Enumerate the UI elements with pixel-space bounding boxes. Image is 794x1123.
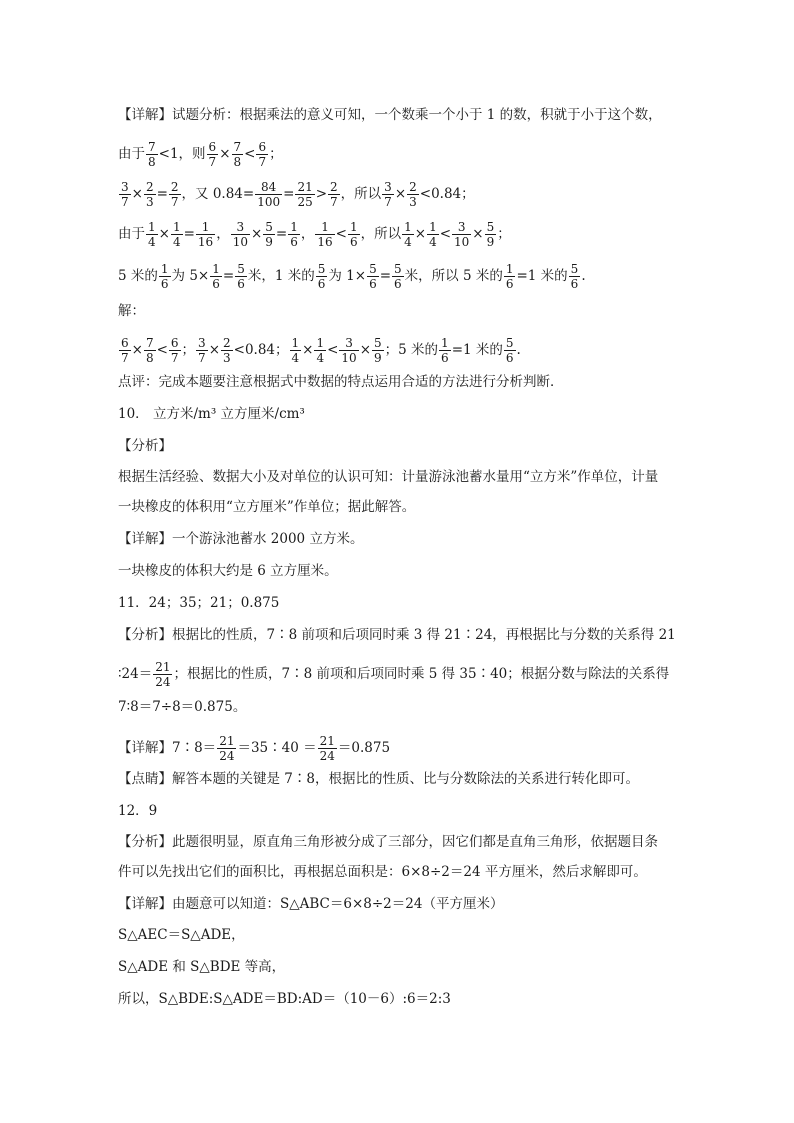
fraction: $\frac{1}{4}$ [404,220,412,249]
analysis-line-6: 【分析】此题很明显，原直角三角形被分成了三部分，因它们都是直角三角形，依据题目条 [118,834,658,850]
text-fragment: 为 1× [328,268,367,284]
comment-line: 点评：完成本题要注意根据式中数据的特点运用合适的方法进行分析判断． [118,374,564,390]
fraction: $\frac{5}{9}$ [374,336,382,365]
analysis-line-1: 根据生活经验、数据大小及对单位的认识可知：计量游泳池蓄水量用“立方米”作单位，计量 [118,469,659,485]
fraction: $\frac{2}{7}$ [330,180,338,209]
text-fragment: < [244,146,256,162]
text-fragment: 由于 [118,226,145,242]
analysis-line-3: 【分析】根据比的性质，7∶8 前项和后项同时乘 3 得 21∶24，再根据比与分数的关系得 21 [118,627,676,643]
text-fragment: <0.84； [233,342,289,358]
text-fragment: × [250,226,263,242]
detail-line-2: 【详解】一个游泳池蓄水 2000 立方米。 [118,531,364,547]
text-fragment: < [327,342,339,358]
text-fragment: 为 5× [171,268,210,284]
fraction: $\frac{1}{4}$ [291,336,300,365]
text-fragment: = [183,226,195,242]
fraction: $\frac{5}{6}$ [505,336,514,365]
question-12-answer: 12．9 [118,803,158,819]
text-fragment: ， [300,226,315,242]
fraction: $\frac{3}{10}$ [232,220,248,249]
text-fragment: 米，所以 5 米的 [404,268,503,284]
fraction: $\frac{2}{3}$ [409,180,417,209]
text-fragment: ；5 米的 [384,342,439,358]
text-fragment: 米，1 米的 [247,268,315,284]
text-fragment: = [283,186,295,202]
fraction: $\frac{7}{8}$ [148,140,156,169]
text-fragment: × [359,342,372,358]
fraction: $\frac{5}{6}$ [394,262,402,291]
text-fragment: = [379,268,392,284]
fraction: $\frac{3}{10}$ [341,336,357,365]
text-fragment: ，所以 [340,186,382,202]
fraction: $\frac{1}{6}$ [441,336,449,365]
text-fragment: . [581,268,586,284]
question-10-answer: 10． 立方米/m³ 立方厘米/cm³ [118,406,305,422]
detail-line-5: 【详解】由题意可以知道：S△ABC＝6×8÷2＝24（平方厘米） [118,896,504,912]
text-fragment: ＝35∶40 ＝ [237,740,317,756]
text-fragment: ； [269,146,283,162]
text-fragment: × [208,342,220,358]
fraction: $\frac{5}{6}$ [317,262,326,291]
detail-line-8: 所以，S△BDE:S△ADE＝BD:AD＝（10－6）:6＝2:3 [118,991,451,1007]
text-fragment: <0.84； [419,186,475,202]
text-fragment: <1，则 [158,146,206,162]
text-fragment: 由于 [118,146,145,162]
analysis-line-7: 件可以先找出它们的面积比，再根据总面积是：6×8÷2＝24 平方厘米，然后求解即可。 [118,864,647,880]
text-fragment: ；根据比的性质，7∶8 前项和后项同时乘 5 得 35∶40；根据分数与除法的关系得 [173,666,670,682]
text-fragment: ＝0.875 [337,740,391,756]
fraction: $\frac{6}{7}$ [208,140,217,169]
fraction: $\frac{1}{4}$ [429,220,437,249]
fraction: $\frac{84}{100}$ [257,180,281,209]
text-fragment: = [275,226,288,242]
fraction: $\frac{5}{9}$ [486,220,495,249]
solution-label: 解： [118,303,145,319]
text-fragment: < [439,226,452,242]
text-fragment: ，所以 [360,226,402,242]
text-fragment: × [472,226,484,242]
text-fragment: = [156,186,168,202]
text-fragment: < [335,226,347,242]
fraction: $\frac{6}{7}$ [258,140,267,169]
detail-line-4 [118,734,390,763]
text-fragment: =1 米的 [451,342,503,358]
text-fragment: × [131,342,143,358]
fraction: $\frac{21}{25}$ [297,180,313,209]
text-fragment: = [222,268,235,284]
fraction: $\frac{1}{6}$ [212,262,220,291]
text-fragment: × [302,342,314,358]
inequality-line-4 [118,262,586,291]
solution-line [118,336,521,365]
fraction: $\frac{21}{24}$ [219,734,235,763]
detail-line-7: S△ADE 和 S△BDE 等高， [118,959,286,975]
fraction: $\frac{21}{24}$ [319,734,335,763]
inequality-line-2 [118,180,475,209]
fraction: $\frac{1}{4}$ [172,220,181,249]
text-fragment: ； [497,226,511,242]
text-fragment: × [414,226,427,242]
fraction: $\frac{2}{7}$ [170,180,179,209]
text-fragment: . [516,342,521,358]
text-fragment: 【详解】7∶8＝ [118,740,217,756]
text-fragment: ； [181,342,196,358]
fraction: $\frac{1}{6}$ [349,220,358,249]
fraction: $\frac{2}{3}$ [145,180,154,209]
fraction: $\frac{3}{7}$ [198,336,206,365]
text-fragment: × [158,226,170,242]
fraction: $\frac{1}{4}$ [148,220,156,249]
fraction: $\frac{6}{7}$ [121,336,129,365]
analysis-line-2: 一块橡皮的体积用“立方厘米”作单位；据此解答。 [118,499,416,515]
fraction: $\frac{2}{3}$ [223,336,231,365]
text-fragment: ， [216,226,230,242]
fraction: $\frac{1}{6}$ [290,220,298,249]
analysis-line-4 [118,660,669,689]
text-fragment: × [131,186,143,202]
text-fragment: < [156,342,168,358]
fraction: $\frac{1}{6}$ [505,262,514,291]
inequality-line-1 [118,140,283,169]
detail-line-3: 一块橡皮的体积大约是 6 立方厘米。 [118,563,338,579]
fraction: $\frac{5}{6}$ [237,262,245,291]
analysis-heading: 【分析】 [118,438,172,454]
fraction: $\frac{1}{16}$ [197,220,214,249]
fraction: $\frac{7}{8}$ [233,140,242,169]
text-fragment: ∶24＝ [118,666,153,682]
text-fragment: > [315,186,328,202]
text-fragment: 5 米的 [118,268,158,284]
detail-line-6: S△AEC＝S△ADE， [118,927,245,943]
detail-line-1: 【详解】试题分析：根据乘法的意义可知，一个数乘一个小于 1 的数，积就于小于这个数， [118,107,662,123]
question-11-answer: 11．24；35；21；0.875 [118,595,280,611]
fraction: $\frac{3}{7}$ [121,180,129,209]
fraction: $\frac{1}{6}$ [160,262,169,291]
fraction: $\frac{5}{6}$ [369,262,377,291]
inequality-line-3 [118,220,511,249]
text-fragment: × [394,186,407,202]
fraction: $\frac{1}{4}$ [316,336,325,365]
fraction: $\frac{3}{7}$ [384,180,392,209]
fraction: $\frac{5}{6}$ [570,262,579,291]
text-fragment: × [219,146,231,162]
fraction: $\frac{7}{8}$ [145,336,154,365]
fraction: $\frac{1}{16}$ [317,220,333,249]
analysis-line-5: 7∶8＝7÷8＝0.875。 [118,699,247,715]
fraction: $\frac{3}{10}$ [454,220,470,249]
fraction: $\frac{21}{24}$ [155,660,171,689]
fraction: $\frac{6}{7}$ [170,336,179,365]
fraction: $\frac{5}{9}$ [265,220,273,249]
text-fragment: ，又 0.84= [181,186,255,202]
text-fragment: =1 米的 [516,268,568,284]
key-point-line: 【点睛】解答本题的关键是 7∶8，根据比的性质、比与分数除法的关系进行转化即可。 [118,771,639,787]
